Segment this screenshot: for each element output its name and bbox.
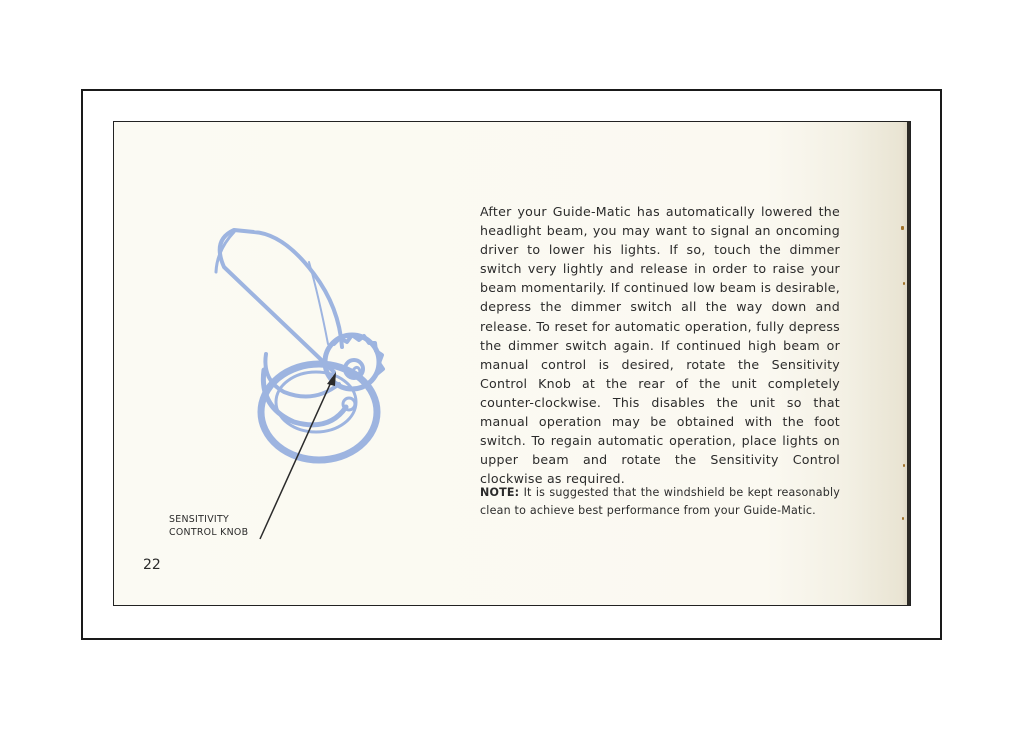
paper-speck (902, 517, 904, 520)
manual-page (113, 121, 911, 606)
page-number: 22 (143, 557, 161, 573)
mount-screw (343, 398, 355, 410)
note-text: It is suggested that the windshield be kept reasonably clean to achieve best performance from your Guide-Matic. (480, 486, 840, 517)
paper-speck (903, 464, 905, 467)
lamp-housing-side (309, 262, 328, 344)
lamp-housing (220, 230, 342, 372)
illustration-caption (169, 514, 248, 539)
caption-line-1: SENSITIVITY (169, 514, 230, 525)
body-paragraph: After your Guide-Matic has automatically lowered the headlight beam, you may want to signal an oncoming driver to lower his lights. If so, touch the dimmer switch very lightly and release in order to raise your beam momentarily. If continued low beam is desirable, depress the dimmer switch all the way down and release. To reset for automatic operation, fully depress the dimmer switch again. If continued high beam or manual control is desired, rotate the Sensitivity Control Knob at the rear of the unit completely counter-clockwise. This disables the unit so that manual operation may be obtained with the foot switch. To regain automatic operation, place lights on upper beam and rotate the Sensitivity Control clockwise as required. (480, 204, 840, 487)
caption-line-2: CONTROL KNOB (169, 526, 249, 538)
paper-speck (901, 226, 904, 230)
note-label: NOTE: (480, 486, 520, 499)
paper-speck (903, 282, 905, 285)
note-paragraph (480, 484, 840, 519)
